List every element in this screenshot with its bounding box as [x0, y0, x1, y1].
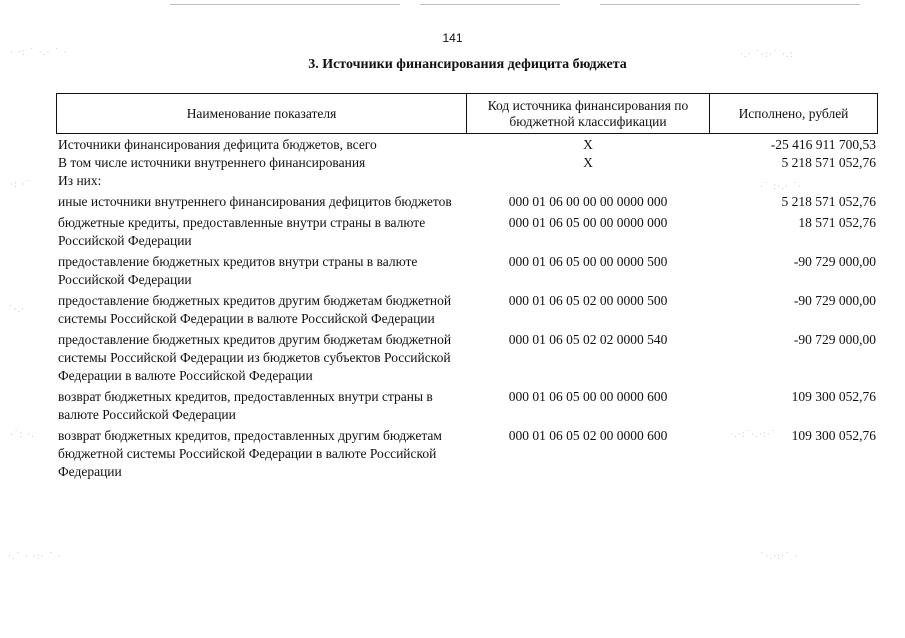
row-code: X — [583, 137, 593, 152]
row-amount: 109 300 052,76 — [791, 389, 876, 404]
header-source-code: Код источника финансирования по бюджетной классификации — [467, 94, 710, 133]
scan-speckle: · ·: ˙ ·.· ˙ · — [10, 48, 68, 58]
row-code: X — [583, 155, 593, 170]
row-name: Из них: — [58, 173, 102, 188]
row-amount: -90 729 000,00 — [793, 332, 876, 347]
top-rule — [600, 4, 860, 5]
row-name: предоставление бюджетных кредитов внутри страны в валюте Российской Федерации — [58, 254, 418, 287]
row-amount: 18 571 052,76 — [798, 215, 876, 230]
table-row — [58, 154, 878, 172]
row-amount: -90 729 000,00 — [793, 293, 876, 308]
table-row — [58, 172, 878, 190]
table-row — [58, 136, 878, 154]
row-name: предоставление бюджетных кредитов другим бюджетам бюджетной системы Российской Федерации в валюте Российской Федерации — [58, 293, 452, 326]
row-code: 000 01 06 00 00 00 0000 000 — [508, 194, 668, 209]
row-name: В том числе источники внутреннего финансирования — [58, 155, 366, 170]
row-amount: 109 300 052,76 — [791, 428, 876, 443]
table-row — [58, 388, 878, 424]
row-name: предоставление бюджетных кредитов другим бюджетам бюджетной системы Российской Федерации из бюджетов субъектов Российской Федерации в валюте Российской Федерации — [58, 332, 452, 383]
row-code: 000 01 06 05 02 00 0000 500 — [508, 293, 668, 308]
table-header — [56, 93, 878, 134]
table-row — [58, 427, 878, 481]
page-number: 141 — [442, 31, 463, 45]
row-name: иные источники внутреннего финансирования дефицитов бюджетов — [58, 194, 452, 209]
row-code: 000 01 06 05 00 00 0000 500 — [508, 254, 668, 269]
row-amount: 5 218 571 052,76 — [781, 155, 876, 170]
table-row — [58, 292, 878, 328]
scan-speckle: ·.˙ · ·:· ˙ · — [8, 552, 62, 562]
row-name: возврат бюджетных кредитов, предоставленных внутри страны в валюте Российской Федерации — [58, 389, 433, 422]
row-amount: -25 416 911 700,53 — [770, 137, 876, 152]
row-name: возврат бюджетных кредитов, предоставленных другим бюджетам бюджетной системы Российской Федерации в валюте Российской Федерации — [58, 428, 442, 479]
row-code: 000 01 06 05 00 00 0000 600 — [508, 389, 668, 404]
table-body — [58, 136, 878, 481]
scan-speckle: ·˙ :·.· ˙· — [760, 182, 803, 192]
table-row — [58, 331, 878, 385]
scan-speckle: ˙·.· — [8, 305, 26, 315]
row-amount: -90 729 000,00 — [793, 254, 876, 269]
header-indicator-name: Наименование показателя — [57, 94, 467, 133]
top-rule — [170, 4, 400, 5]
row-amount: 5 218 571 052,76 — [781, 194, 876, 209]
row-code: 000 01 06 05 02 02 0000 540 — [508, 332, 668, 347]
scan-speckle: ·.·:˙·.·:·˙ — [730, 430, 777, 440]
table-row — [58, 253, 878, 289]
row-name: Источники финансирования дефицита бюджетов, всего — [58, 137, 377, 152]
scan-speckle: ·: ·˙ — [10, 180, 32, 190]
row-code: 000 01 06 05 00 00 0000 000 — [508, 215, 668, 230]
header-executed-amount: Исполнено, рублей — [738, 105, 849, 121]
row-name: бюджетные кредиты, предоставленные внутри страны в валюте Российской Федерации — [58, 215, 426, 248]
top-rule — [420, 4, 560, 5]
table-row — [58, 193, 878, 211]
section-title: 3. Источники финансирования дефицита бюджета — [308, 57, 627, 72]
scan-speckle: ·.· ˙·:·˙ ·.: — [740, 50, 794, 60]
scan-speckle: ·˙: ·. — [10, 430, 35, 440]
scan-speckle: ˙·.·:·˙ · — [760, 552, 799, 562]
table-row — [58, 214, 878, 250]
row-code: 000 01 06 05 02 00 0000 600 — [508, 428, 668, 443]
